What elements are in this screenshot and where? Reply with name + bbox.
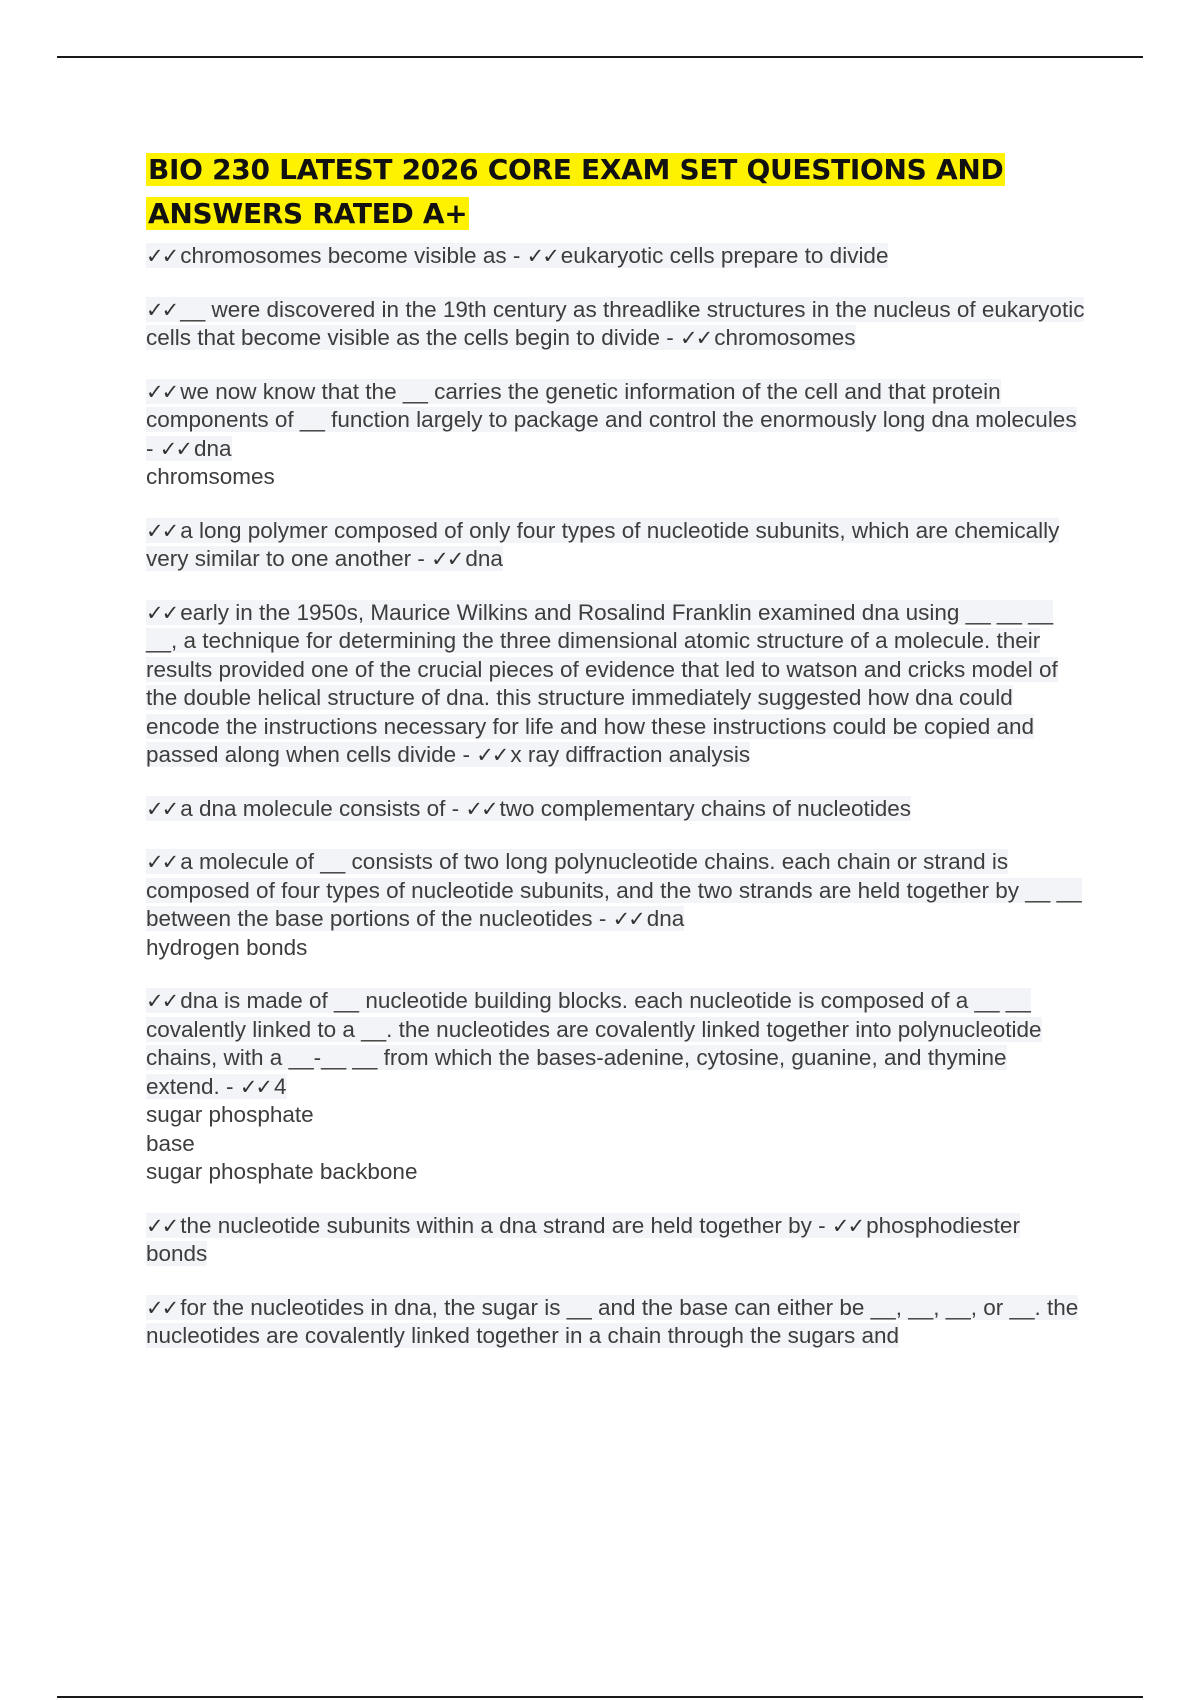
- document-title: [146, 148, 1086, 236]
- check-mark-icon: ✓✓: [465, 796, 497, 821]
- answer-text: dna: [193, 435, 232, 461]
- check-mark-icon: ✓✓: [239, 1074, 272, 1099]
- answer-extra-line: base: [146, 1130, 195, 1156]
- qa-text: [146, 600, 1058, 768]
- check-mark-icon: ✓✓: [680, 326, 712, 350]
- question-text: early in the 1950s, Maurice Wilkins and Rosalind Franklin examined dna using __ __ __ __, a technique for determining the three dimensional atomic structure of a molecule. their results provided one of the crucial pieces of evidence that led to watson and cricks model of the double helical structure of dna. this structure immediately suggested how dna could encode the instructions necessary for life and how these instructions could be copied and passed along when cells divide -: [146, 599, 1058, 767]
- qa-item: [146, 1212, 1086, 1269]
- check-mark-icon: ✓✓: [831, 1213, 864, 1238]
- qa-item: [146, 987, 1086, 1187]
- document-body: [146, 148, 1086, 1376]
- answer-extra-line: sugar phosphate backbone: [146, 1159, 418, 1184]
- check-mark-icon: ✓✓: [146, 600, 178, 625]
- qa-item: [146, 378, 1086, 492]
- answer-extra-line: hydrogen bonds: [146, 934, 308, 960]
- check-mark-icon: ✓✓: [612, 907, 644, 931]
- check-mark-icon: ✓✓: [476, 743, 508, 767]
- page-bottom-rule: [57, 1696, 1143, 1698]
- qa-item: [146, 599, 1086, 770]
- check-mark-icon: ✓✓: [146, 1295, 178, 1320]
- answer-text: x ray diffraction analysis: [510, 742, 751, 767]
- qa-text: [146, 849, 1082, 931]
- qa-item: [146, 795, 1086, 824]
- qa-text: [146, 518, 1059, 572]
- check-mark-icon: ✓✓: [431, 547, 463, 571]
- qa-text: [146, 796, 911, 821]
- question-text: a molecule of __ consists of two long polynucleotide chains. each chain or strand is composed of four types of nucleotide subunits, and the two strands are held together by __ __ between the base portions of the nucleotides -: [146, 849, 1082, 931]
- question-text: the nucleotide subunits within a dna strand are held together by -: [180, 1212, 832, 1238]
- title-highlight: BIO 230 LATEST 2026 CORE EXAM SET QUESTIONS AND ANSWERS RATED A+: [148, 153, 1004, 230]
- check-mark-icon: ✓✓: [159, 436, 191, 461]
- check-mark-icon: ✓✓: [146, 297, 178, 322]
- answer-text: dna: [465, 546, 503, 571]
- answer-text: phosphodiester bonds: [146, 1212, 1020, 1266]
- qa-item: [146, 242, 1086, 271]
- qa-text: [146, 297, 1084, 351]
- check-mark-icon: ✓✓: [146, 989, 178, 1013]
- question-text: we now know that the __ carries the genetic information of the cell and that protein components of __ function largely to package and control the enormously long dna molecules -: [146, 378, 1077, 461]
- check-mark-icon: ✓✓: [526, 244, 558, 268]
- question-text: for the nucleotides in dna, the sugar is __ and the base can either be __, __, __, or __. the nucleotides are covalently linked together in a chain through the sugars and: [146, 1294, 1079, 1348]
- answer-text: two complementary chains of nucleotides: [499, 795, 912, 821]
- question-text: a dna molecule consists of -: [180, 795, 466, 821]
- check-mark-icon: ✓✓: [146, 244, 178, 268]
- qa-list: [146, 242, 1086, 1351]
- page-top-rule: [57, 56, 1143, 58]
- qa-text: [146, 988, 1042, 1099]
- question-text: dna is made of __ nucleotide building blocks. each nucleotide is composed of a __ __ covalently linked to a __. the nucleotides are covalently linked together into polynucleotide chains, with a __-__ __ from which the bases-adenine, cytosine, guanine, and thymine extend. -: [146, 988, 1042, 1099]
- answer-extra-line: chromsomes: [146, 464, 275, 489]
- qa-text: [146, 1295, 1078, 1349]
- qa-item: [146, 296, 1086, 353]
- qa-text: [146, 1213, 1020, 1267]
- qa-text: [146, 379, 1077, 461]
- qa-item: [146, 848, 1086, 962]
- answer-text: chromosomes: [714, 325, 856, 350]
- question-text: chromosomes become visible as -: [180, 243, 527, 268]
- answer-text: dna: [646, 906, 685, 931]
- qa-item: [146, 517, 1086, 574]
- check-mark-icon: ✓✓: [146, 796, 178, 821]
- answer-text: 4: [274, 1073, 287, 1099]
- answer-text: eukaryotic cells prepare to divide: [560, 243, 889, 268]
- question-text: a long polymer composed of only four types of nucleotide subunits, which are chemically very similar to one another -: [146, 517, 1060, 571]
- check-mark-icon: ✓✓: [146, 850, 178, 874]
- answer-extra-line: sugar phosphate: [146, 1102, 314, 1127]
- check-mark-icon: ✓✓: [146, 518, 178, 543]
- qa-text: [146, 243, 888, 268]
- check-mark-icon: ✓✓: [146, 1213, 178, 1238]
- check-mark-icon: ✓✓: [146, 379, 178, 404]
- qa-item: [146, 1294, 1086, 1351]
- question-text: __ were discovered in the 19th century as threadlike structures in the nucleus of eukaryotic cells that become visible as the cells begin to divide -: [146, 296, 1085, 350]
